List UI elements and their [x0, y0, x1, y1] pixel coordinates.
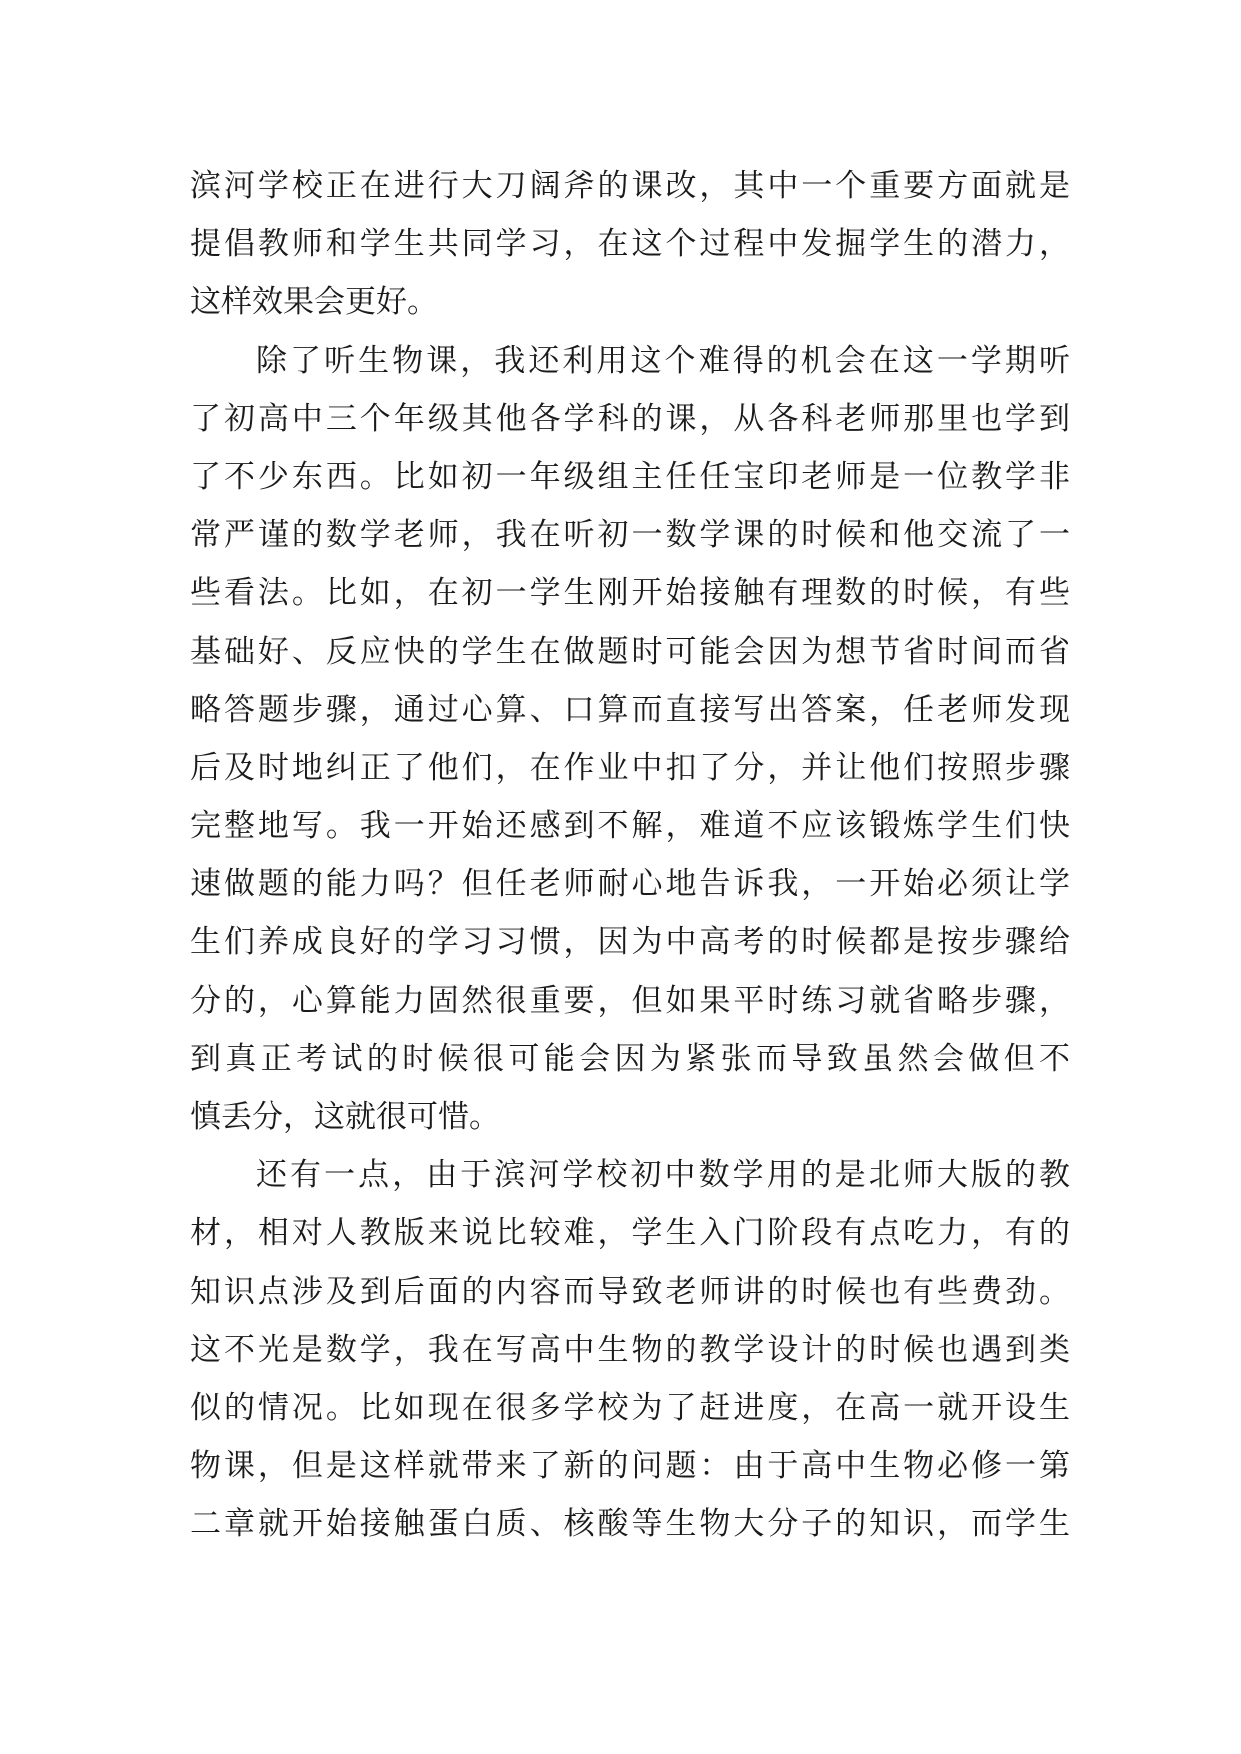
text-line: 略答题步骤，通过心算、口算而直接写出答案，任老师发现 — [190, 691, 1070, 728]
text-line: 滨河学校正在进行大刀阔斧的课改，其中一个重要方面就是 — [190, 168, 1070, 204]
text-line: 除了听生物课，我还利用这个难得的机会在这一学期听 — [256, 342, 1070, 379]
text-line: 生们养成良好的学习习惯，因为中高考的时候都是按步骤给 — [190, 924, 1070, 961]
text-line: 似的情况。比如现在很多学校为了赶进度，在高一就开设生 — [190, 1389, 1070, 1426]
text-line: 完整地写。我一开始还感到不解，难道不应该锻炼学生们快 — [190, 808, 1070, 845]
text-line: 知识点涉及到后面的内容而导致老师讲的时候也有些费劲。 — [190, 1273, 1070, 1310]
text-line: 了不少东西。比如初一年级组主任任宝印老师是一位教学非 — [190, 458, 1070, 495]
text-line: 常严谨的数学老师，我在听初一数学课的时候和他交流了一 — [190, 517, 1070, 554]
text-line: 些看法。比如，在初一学生刚开始接触有理数的时候，有些 — [190, 575, 1070, 612]
text-line: 还有一点，由于滨河学校初中数学用的是北师大版的教 — [256, 1157, 1070, 1194]
text-line: 基础好、反应快的学生在做题时可能会因为想节省时间而省 — [190, 633, 1070, 670]
text-line: 材，相对人教版来说比较难，学生入门阶段有点吃力，有的 — [190, 1215, 1070, 1252]
text-line: 这样效果会更好。 — [190, 284, 438, 321]
text-line: 分的，心算能力固然很重要，但如果平时练习就省略步骤， — [190, 982, 1070, 1019]
text-line: 到真正考试的时候很可能会因为紧张而导致虽然会做但不 — [190, 1040, 1070, 1077]
text-line: 二章就开始接触蛋白质、核酸等生物大分子的知识，而学生 — [190, 1506, 1070, 1543]
text-line: 后及时地纠正了他们，在作业中扣了分，并让他们按照步骤 — [190, 749, 1070, 786]
text-line: 慎丢分，这就很可惜。 — [190, 1099, 500, 1135]
text-line: 速做题的能力吗？但任老师耐心地告诉我，一开始必须让学 — [190, 866, 1070, 903]
text-line: 提倡教师和学生共同学习，在这个过程中发掘学生的潜力， — [190, 226, 1070, 263]
text-line: 了初高中三个年级其他各学科的课，从各科老师那里也学到 — [190, 400, 1070, 437]
text-line: 物课，但是这样就带来了新的问题：由于高中生物必修一第 — [190, 1448, 1070, 1485]
text-line: 这不光是数学，我在写高中生物的教学设计的时候也遇到类 — [190, 1331, 1070, 1368]
body-text — [190, 157, 1070, 1554]
